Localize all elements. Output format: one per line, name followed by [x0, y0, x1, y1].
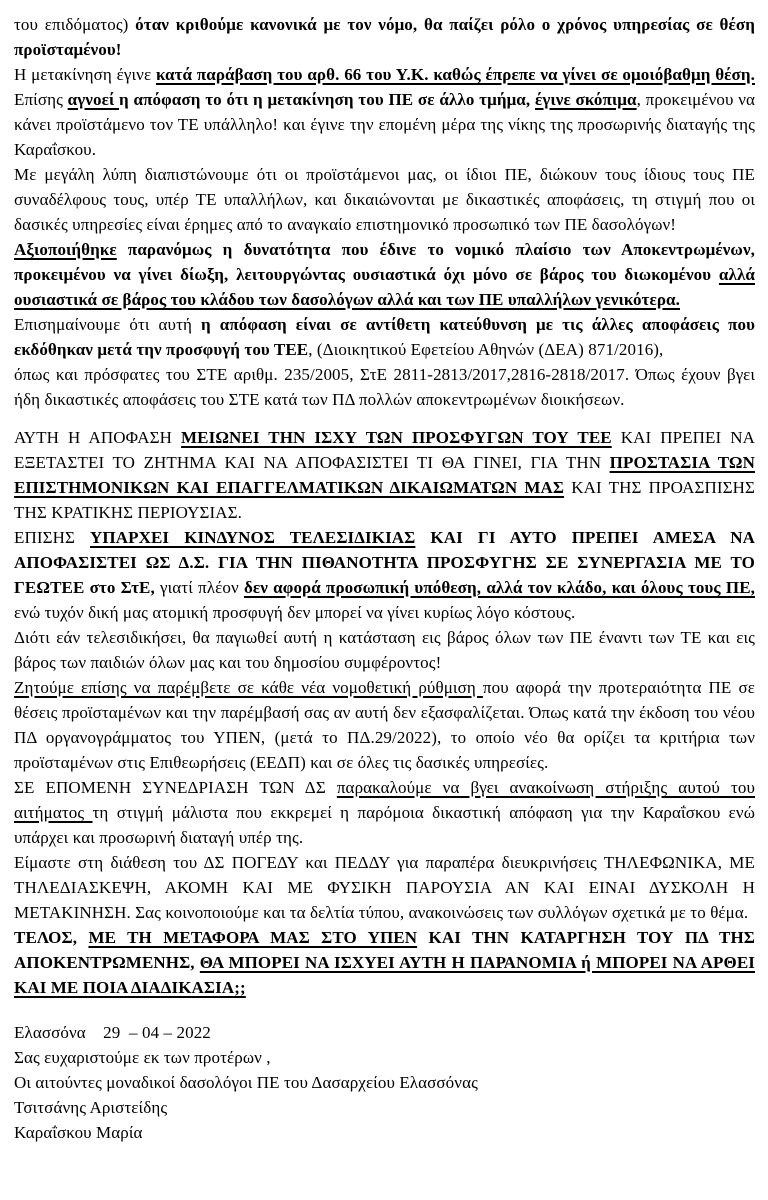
text-run: ΕΠΙΣΗΣ	[14, 528, 91, 547]
text-run: Τσιτσάνης Αριστείδης	[14, 1098, 168, 1117]
text-run: ΑΥΤΗ Η ΑΠΟΦΑΣΗ	[14, 428, 182, 447]
text-run: Καραΐσκου Μαρία	[14, 1123, 143, 1142]
paragraph-contrary-decisions	[14, 312, 755, 412]
text-run: Διότι εάν τελεσιδικήσει, θα παγιωθεί αυτή η κατάσταση εις βάρος όλων των ΠΕ έναντι των ΤΕ και εις βάρος των παιδιών όλων μας και του δημοσίου συμφέροντος!	[14, 628, 755, 672]
text-run: τη στιγμή μάλιστα που εκκρεμεί η παρόμοια δικαστική απόφαση για την Καραΐσκου ενώ υπάρχει και προσωρινή διαταγή υπέρ της.	[14, 803, 755, 847]
text-run: παρανόμως η δυνατότητα που έδινε το νομικό πλαίσιο των Αποκεντρωμένων, προκειμένου να γίνει δίωξη, λειτουργώντας ουσιαστικά όχι μόνο σε βάρος του διωκομένου	[14, 240, 755, 284]
date-line	[14, 1020, 755, 1045]
paragraph-request-intervention	[14, 675, 755, 775]
thanks-line	[14, 1045, 755, 1070]
text-run: παρακαλούμε να βγει ανακοίνωση στήριξης αυτού του αιτήματος	[14, 778, 755, 822]
text-run: ΚΑΙ ΓΙ ΑΥΤΟ ΠΡΕΠΕΙ ΑΜΕΣΑ ΝΑ ΑΠΟΦΑΣΙΣΤΕΙ ΩΣ Δ.Σ. ΓΙΑ ΤΗΝ ΠΙΘΑΝΟΤΗΤΑ ΠΡΟΣΦΥΓΗΣ ΣΕ ΣΥΝΕΡΓΑΣΙΑ ΜΕ ΤΟ ΓΕΩΤΕΕ στο ΣτΕ,	[14, 528, 755, 597]
text-run: η απόφαση είναι σε αντίθετη κατεύθυνση με τις άλλες αποφάσεις που εκδόθηκαν μετά την προσφυγή του ΤΕΕ	[14, 315, 756, 359]
text-run: ΜΕ ΤΗ ΜΕΤΑΦΟΡΑ ΜΑΣ ΣΤΟ ΥΠΕΝ	[88, 928, 418, 947]
text-run: ΜΕΙΩΝΕΙ ΤΗΝ ΙΣΧΥ ΤΩΝ ΠΡΟΣΦΥΓΩΝ ΤΟΥ ΤΕΕ	[181, 428, 612, 447]
text-run: ΤΕΛΟΣ,	[14, 928, 89, 947]
text-run: Οι αιτούντες μοναδικοί δασολόγοι ΠΕ του Δασαρχείου Ελασσόνας	[14, 1073, 478, 1092]
text-run: δεν αφορά προσωπική υπόθεση, αλλά τον κλάδο, και όλους τους ΠΕ,	[243, 578, 755, 597]
text-run: Ελασσόνα 29 – 04 – 2022	[14, 1023, 211, 1042]
text-run: Η μετακίνηση έγινε	[14, 65, 156, 84]
paragraph-next-board-meeting	[14, 775, 755, 850]
text-run: Με μεγάλη λύπη διαπιστώνουμε ότι οι προϊστάμενοι μας, οι ίδιοι ΠΕ, διώκουν τους ίδιους τους ΠΕ συναδέλφους τους, υπέρ ΤΕ υπαλλήλων, και δικαιώνονται με δικαστικές αποφάσεις, τη στιγμή που οι δασικές υπηρεσίες είναι έρημες από το αναγκαίο επιστημονικό προσωπικό των ΠΕ δασολόγων!	[14, 165, 755, 234]
paragraph-transfer-violation	[14, 62, 755, 162]
text-run: γιατί πλέον	[154, 578, 244, 597]
text-run: Σας ευχαριστούμε εκ των προτέρων ,	[14, 1048, 271, 1067]
text-run: αγνοεί	[67, 90, 120, 109]
text-run: αλλά ουσιαστικά σε βάρος του κλάδου των δασολόγων αλλά και των ΠΕ υπαλλήλων γενικότερα.	[14, 265, 755, 309]
signature-tsitsanis	[14, 1095, 755, 1120]
text-run: όταν κριθούμε κανονικά με τον νόμο, θα παίζει ρόλο ο χρόνος υπηρεσίας σε θέση προϊσταμένου!	[14, 15, 755, 59]
signature-karaiskou	[14, 1120, 755, 1145]
text-run: Ζητούμε επίσης να παρέμβετε σε κάθε νέα νομοθετική ρύθμιση	[14, 678, 483, 697]
paragraph-final-question	[14, 925, 755, 1000]
text-run: ΥΠΑΡΧΕΙ ΚΙΝΔΥΝΟΣ ΤΕΛΕΣΙΔΙΚΙΑΣ	[90, 528, 416, 547]
text-run: ΚΑΙ ΤΗΝ ΚΑΤΑΡΓΗΣΗ ΤΟΥ ΠΔ ΤΗΣ ΑΠΟΚΕΝΤΡΩΜΕΝΗΣ,	[14, 928, 756, 972]
text-run: ΣΕ ΕΠΟΜΕΝΗ ΣΥΝΕΔΡΙΑΣΗ ΤΩΝ ΔΣ	[14, 778, 337, 797]
text-run: , προκειμένου να κάνει προϊστάμενο τον ΤΕ υπάλληλο! και έγινε την επομένη μέρα της νίκης της προσωρινής διαταγής της Καραΐσκου.	[14, 90, 755, 159]
text-run: ΚΑΙ ΤΗΣ ΠΡΟΑΣΠΙΣΗΣ ΤΗΣ ΚΡΑΤΙΚΗΣ ΠΕΡΙΟΥΣΙΑΣ.	[14, 478, 756, 522]
paragraph-regret	[14, 162, 755, 237]
paragraph-allowance-note	[14, 12, 755, 62]
text-run: όπως και πρόσφατες του ΣΤΕ αριθμ. 235/2005, ΣτΕ 2811-2813/2017,2816-2818/2017. Όπως έχουν βγει ήδη δικαστικές αποφάσεις του ΣΤΕ κατά των ΠΔ πολλών αποκεντρωμένων διοικήσεων.	[14, 365, 755, 409]
text-run: Είμαστε στη διάθεση του ΔΣ ΠΟΓΕΔΥ και ΠΕΔΔΥ για παραπέρα διευκρινήσεις ΤΗΛΕΦΩΝΙΚΑ, ΜΕ ΤΗΛΕΔΙΑΣΚΕΨΗ, ΑΚΟΜΗ ΚΑΙ ΜΕ ΦΥΣΙΚΗ ΠΑΡΟΥΣΙΑ ΑΝ ΚΑΙ ΕΙΝΑΙ ΔΥΣΚΟΛΗ Η ΜΕΤΑΚΙΝΗΣΗ. Σας κοινοποιούμε και τα δελτία τύπου, ανακοινώσεις των συλλόγων σχετικά με το θέμα.	[14, 853, 755, 922]
paragraph-consequences	[14, 625, 755, 675]
paragraph-exploitation	[14, 237, 755, 312]
text-run: Επισημαίνουμε ότι αυτή	[14, 315, 201, 334]
text-run: Αξιοποιήθηκε	[14, 240, 117, 259]
text-run: που αφορά την προτεραιότητα ΠΕ σε θέσεις προϊσταμένων και την παρέμβασή σας αν αυτή δεν εξασφαλίζεται. Όπως κατά την έκδοση του νέου ΠΔ οργανογράμματος του ΥΠΕΝ, (μετά το ΠΔ.29/2022), το οποίο νέο θα ορίζει τα κριτήρια των προϊσταμένων στις Επιθεωρήσεις (ΕΕΔΠ) και σε όλες τις δασικές υπηρεσίες.	[14, 678, 755, 772]
signatories-line	[14, 1070, 755, 1095]
text-run: η απόφαση το ότι η μετακίνηση του ΠΕ σε άλλο τμήμα,	[119, 90, 535, 109]
text-run: Επίσης	[14, 90, 68, 109]
text-run: ΚΑΙ ΠΡΕΠΕΙ ΝΑ ΕΞΕΤΑΣΤΕΙ ΤΟ ΖΗΤΗΜΑ ΚΑΙ ΝΑ ΑΠΟΦΑΣΙΣΤΕΙ ΤΙ ΘΑ ΓΙΝΕΙ, ΓΙΑ ΤΗΝ	[14, 428, 756, 472]
paragraph-decision-weakens-appeals	[14, 425, 755, 525]
text-run: κατά παράβαση του αρθ. 66 του Υ.Κ. καθώς έπρεπε να γίνει σε ομοιόβαθμη θέση.	[155, 65, 755, 84]
text-run: έγινε σκόπιμα	[534, 90, 637, 109]
paragraph-availability	[14, 850, 755, 925]
text-run: ΠΡΟΣΤΑΣΙΑ ΤΩΝ ΕΠΙΣΤΗΜΟΝΙΚΩΝ ΚΑΙ ΕΠΑΓΓΕΛΜΑΤΙΚΩΝ ΔΙΚΑΙΩΜΑΤΩΝ ΜΑΣ	[14, 453, 755, 497]
paragraph-finality-risk	[14, 525, 755, 625]
text-run: ΘΑ ΜΠΟΡΕΙ ΝΑ ΙΣΧΥΕΙ ΑΥΤΗ Η ΠΑΡΑΝΟΜΙΑ ή ΜΠΟΡΕΙ ΝΑ ΑΡΘΕΙ ΚΑΙ ΜΕ ΠΟΙΑ ΔΙΑΔΙΚΑΣΙΑ;;	[14, 953, 755, 997]
text-run: ενώ τυχόν δική μας ατομική προσφυγή δεν μπορεί να γίνει κυρίως λόγο κόστους.	[14, 603, 576, 622]
text-run: του επιδόματος)	[14, 15, 136, 34]
document-body	[14, 12, 755, 1145]
text-run: , (Διοικητικού Εφετείου Αθηνών (ΔΕΑ) 871/2016),	[308, 340, 664, 359]
